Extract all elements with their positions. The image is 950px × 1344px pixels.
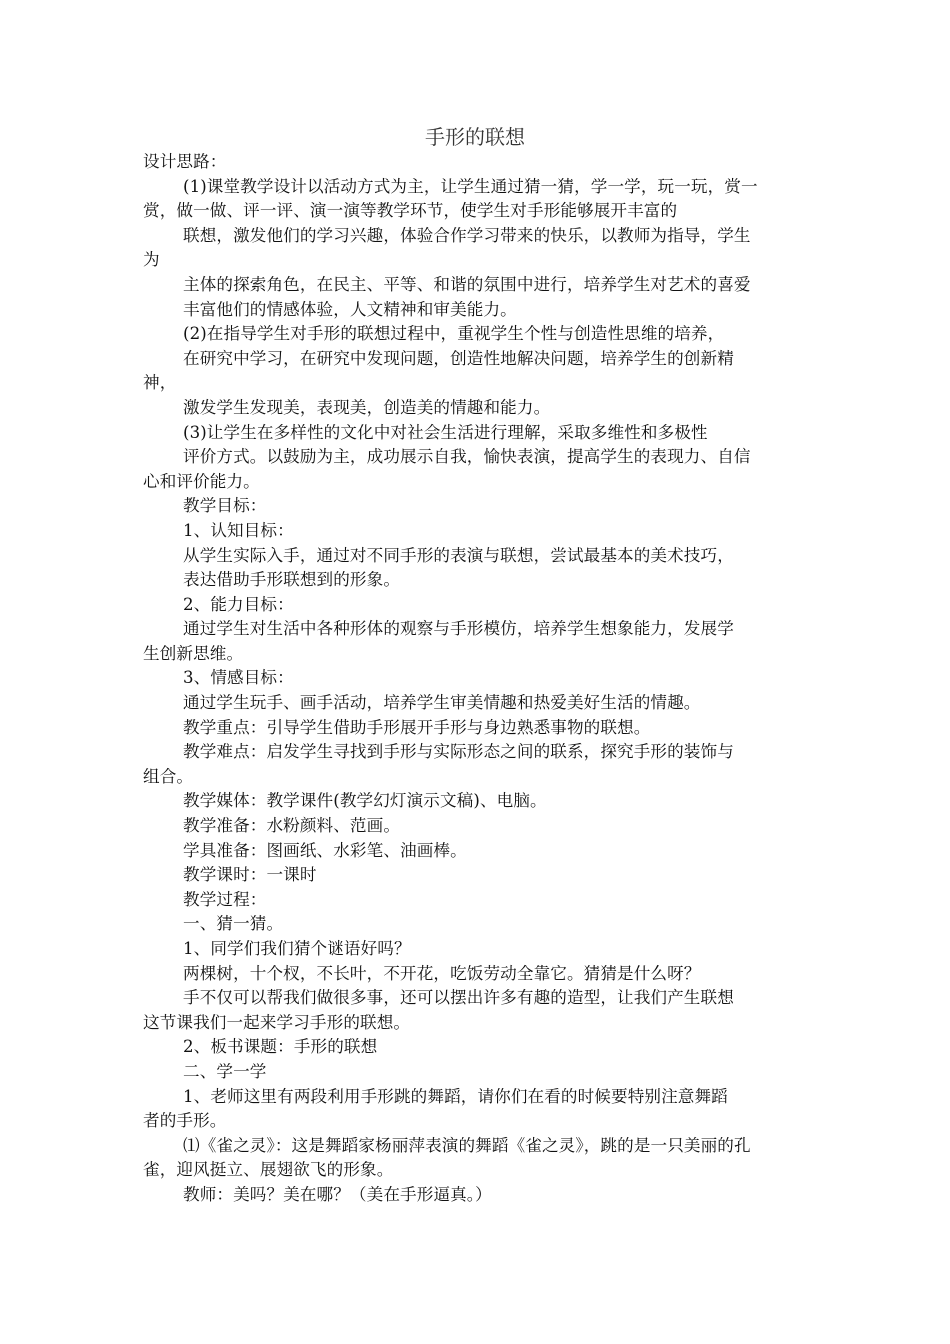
text-line: 心和评价能力。 [143, 471, 260, 491]
text-line: 生创新思维。 [143, 643, 244, 663]
text-line: 教学难点：启发学生寻找到手形与实际形态之间的联系，探究手形的装饰与 [183, 742, 734, 762]
text-line: (1)课堂教学设计以活动方式为主，让学生通过猜一猜，学一学，玩一玩，赏一 [183, 176, 758, 196]
text-line: 设计思路： [143, 152, 227, 171]
text-line: 手不仅可以帮我们做很多事，还可以摆出许多有趣的造型，让我们产生联想 [183, 988, 734, 1008]
text-line: 2、能力目标： [183, 594, 294, 614]
text-line: 联想，激发他们的学习兴趣，体验合作学习带来的快乐，以教师为指导，学生 [183, 225, 751, 245]
text-line: 从学生实际入手，通过对不同手形的表演与联想，尝试最基本的美术技巧， [183, 545, 734, 565]
text-line: 1、老师这里有两段利用手形跳的舞蹈，请你们在看的时候要特别注意舞蹈 [183, 1086, 728, 1106]
text-line: 1、认知目标： [183, 520, 294, 540]
text-line: 1、同学们我们猜个谜语好吗？ [183, 939, 411, 958]
text-line: 教学准备：水粉颜料、范画。 [183, 816, 401, 836]
text-line: ⑴《雀之灵》：这是舞蹈家杨丽萍表演的舞蹈《雀之灵》，跳的是一只美丽的孔 [183, 1135, 751, 1155]
text-line: 教学重点：引导学生借助手形展开手形与身边熟悉事物的联想。 [183, 717, 651, 737]
text-line: (3)让学生在多样性的文化中对社会生活进行理解，采取多维性和多极性 [183, 422, 708, 442]
text-line: 教学过程： [183, 889, 267, 909]
text-line: 神， [143, 373, 177, 393]
text-line: 2、板书课题：手形的联想 [183, 1037, 378, 1057]
text-line: 表达借助手形联想到的形象。 [183, 570, 401, 590]
text-line: 两棵树，十个杈，不长叶，不开花，吃饭劳动全靠它。猜猜是什么呀？ [183, 963, 701, 983]
text-line: 评价方式。以鼓励为主，成功展示自我，愉快表演，提高学生的表现力、自信 [183, 447, 751, 467]
text-line: 二、学一学 [183, 1061, 267, 1081]
text-line: 教学媒体：教学课件(教学幻灯演示文稿)、电脑。 [183, 791, 547, 811]
text-line: 教学课时：一课时 [183, 865, 317, 885]
text-line: 在研究中学习，在研究中发现问题，创造性地解决问题，培养学生的创新精 [183, 348, 734, 368]
text-line: 3、情感目标： [183, 668, 294, 688]
text-line: 教师：美吗？美在哪？（美在手形逼真。） [183, 1184, 492, 1204]
text-line: 雀，迎风挺立、展翅欲飞的形象。 [143, 1160, 394, 1180]
text-line: 激发学生发现美，表现美，创造美的情趣和能力。 [183, 397, 551, 417]
text-line: 教学目标： [183, 496, 267, 516]
text-line: 通过学生玩手、画手活动，培养学生审美情趣和热爱美好生活的情趣。 [183, 693, 701, 713]
text-line: (2)在指导学生对手形的联想过程中，重视学生个性与创造性思维的培养， [183, 324, 725, 344]
text-line: 学具准备：图画纸、水彩笔、油画棒。 [183, 840, 467, 860]
text-line: 主体的探索角色，在民主、平等、和谐的氛围中进行，培养学生对艺术的喜爱 [183, 274, 751, 294]
text-line: 一、猜一猜。 [183, 914, 284, 934]
text-line: 赏，做一做、评一评、演一演等教学环节，使学生对手形能够展开丰富的 [143, 201, 678, 221]
text-line: 为 [143, 250, 160, 270]
text-line: 丰富他们的情感体验，人文精神和审美能力。 [183, 299, 517, 319]
text-line: 通过学生对生活中各种形体的观察与手形模仿，培养学生想象能力，发展学 [183, 619, 734, 639]
text-line: 这节课我们一起来学习手形的联想。 [143, 1012, 411, 1032]
text-line: 组合。 [143, 766, 194, 786]
text-line: 者的手形。 [143, 1111, 227, 1131]
document-title: 手形的联想 [425, 125, 525, 149]
document-body [143, 150, 808, 1208]
